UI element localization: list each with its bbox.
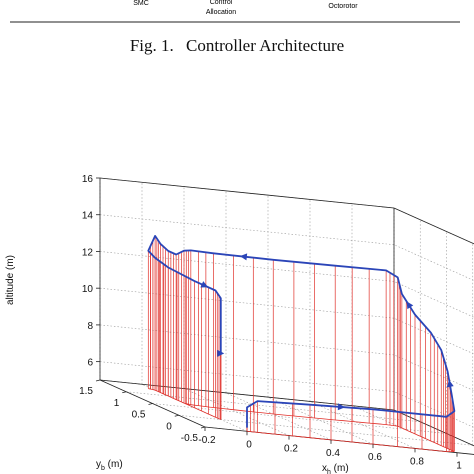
back-top-edge bbox=[100, 178, 394, 208]
y-tick-mark bbox=[122, 392, 126, 393]
y-tick-label: 1.5 bbox=[79, 386, 93, 397]
z-tick-label: 8 bbox=[87, 320, 93, 332]
side-wall-gridline-z bbox=[394, 208, 474, 255]
caption-fig-number: Fig. 1. bbox=[129, 36, 174, 55]
right-top-edge bbox=[394, 208, 474, 255]
x-tick-label: -0.2 bbox=[198, 435, 216, 446]
z-tick-label: 6 bbox=[87, 357, 93, 369]
block-label-octorotor: Octorotor bbox=[328, 3, 358, 10]
back-wall-gridline-z bbox=[100, 325, 394, 355]
drop-lines bbox=[148, 236, 454, 452]
y-tick-mark bbox=[96, 380, 100, 381]
z-tick-label: 14 bbox=[81, 210, 93, 222]
y-tick-mark bbox=[175, 415, 179, 416]
x-axis-label: $x_h$ (m) bbox=[322, 463, 349, 474]
x-tick-label: 0.6 bbox=[368, 452, 382, 464]
y-tick-label: 0 bbox=[166, 421, 172, 433]
caption-title: Controller Architecture bbox=[186, 36, 345, 55]
y-axis-label: $y_b$ (m) bbox=[96, 459, 123, 472]
x-tick-label: 0.8 bbox=[410, 456, 424, 468]
block-label-allocation: Allocation bbox=[205, 9, 237, 16]
y-tick-label: 1 bbox=[113, 397, 120, 409]
block-label-smc: SMC bbox=[133, 0, 149, 7]
z-tick-label: 16 bbox=[81, 174, 93, 185]
floor-gridline-y bbox=[153, 404, 447, 434]
side-wall-gridline-z bbox=[394, 245, 474, 292]
z-tick-label: 10 bbox=[81, 284, 93, 296]
y-tick-mark bbox=[201, 427, 205, 428]
back-wall-gridline-z bbox=[100, 215, 394, 245]
back-wall-gridline-z bbox=[100, 288, 394, 318]
x-tick-label: 0.4 bbox=[326, 447, 340, 459]
z-tick-label: 12 bbox=[81, 247, 93, 259]
x-tick-label: 1 bbox=[456, 460, 462, 472]
x-tick-label: 0 bbox=[246, 439, 252, 451]
y-tick-label: -0.5 bbox=[180, 433, 198, 444]
back-wall-gridline-z bbox=[100, 362, 394, 392]
x-tick-label: 0.2 bbox=[284, 443, 298, 455]
block-label-control: Control bbox=[209, 0, 233, 6]
floor-gridline-y bbox=[179, 415, 473, 445]
y-tick-label: 0.5 bbox=[131, 409, 146, 421]
z-axis-label: altitude (m) bbox=[5, 254, 16, 306]
back-floor-edge bbox=[100, 380, 394, 410]
y-tick-mark bbox=[149, 404, 153, 405]
